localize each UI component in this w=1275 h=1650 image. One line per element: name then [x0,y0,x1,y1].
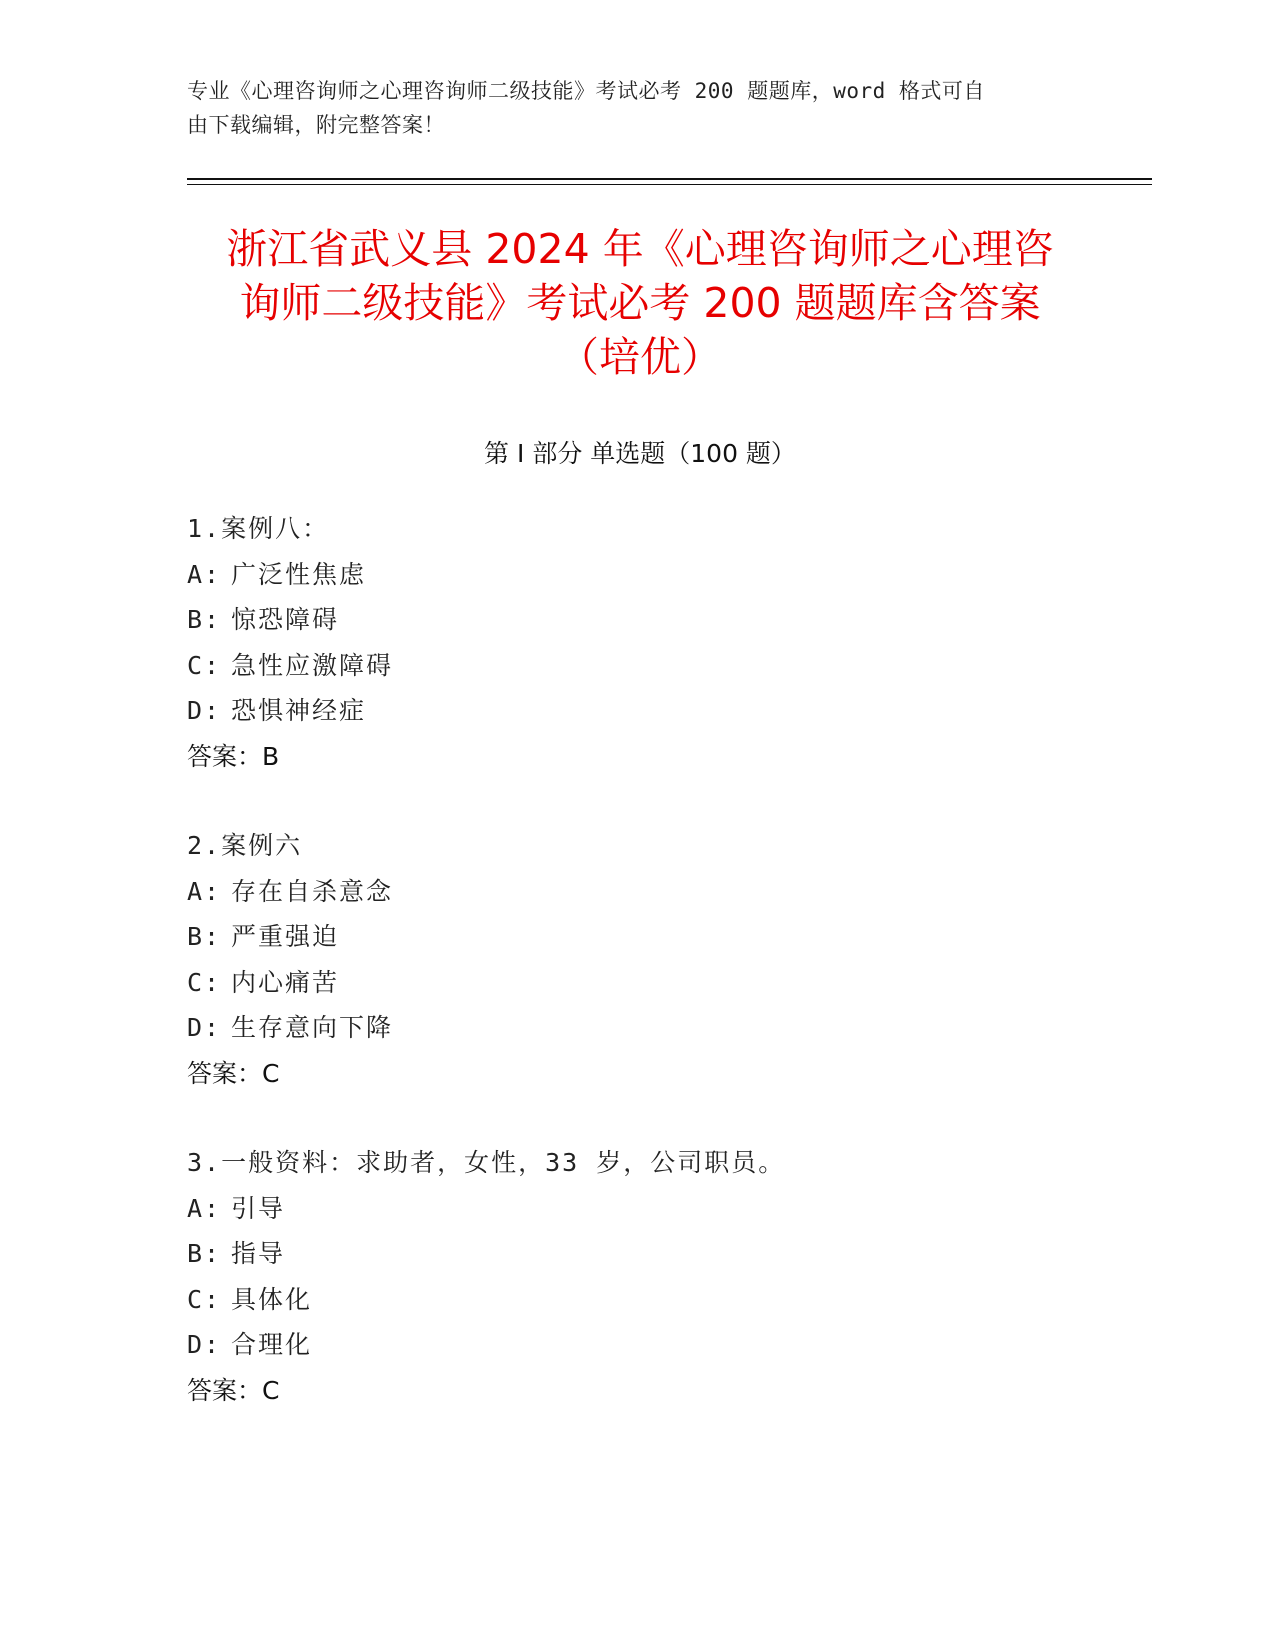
option-c [187,960,1087,1006]
option-key: D: [187,1013,222,1042]
option-text: 指导 [231,1239,286,1268]
option-text: 内心痛苦 [231,967,340,997]
intro-text [187,74,1067,142]
option-b [187,1231,1087,1277]
option-key: C: [187,967,222,997]
header-divider-thin [187,184,1152,185]
title-line-3: （培优） [558,333,722,381]
option-text: 生存意向下降 [231,1013,394,1042]
option-text: 具体化 [231,1284,313,1314]
option-key: D: [187,696,222,725]
option-key: D: [187,1330,222,1359]
section-heading: 第 I 部分 单选题（100 题） [484,439,796,468]
option-key: A: [187,876,222,906]
option-key: A: [187,559,222,589]
title-line-1: 浙江省武义县 2024 年《心理咨询师之心理咨 [226,225,1054,273]
option-key: B: [187,605,222,634]
title-line-2: 询师二级技能》考试必考 200 题题库含答案 [239,279,1041,327]
option-text: 严重强迫 [231,922,340,951]
option-key: A: [187,1193,222,1223]
option-c [187,643,1087,689]
option-text: 广泛性焦虑 [231,559,367,589]
option-a [187,1186,1087,1232]
option-a [187,869,1087,915]
option-text: 恐惧神经症 [231,696,367,725]
option-key: B: [187,1239,222,1268]
question-stem: 1.案例八： [187,514,330,543]
header-divider-thick [187,178,1152,180]
question-2 [187,823,1087,1096]
option-key: B: [187,922,222,951]
option-text: 惊恐障碍 [231,605,340,634]
option-c [187,1277,1087,1323]
option-b [187,597,1087,643]
question-1 [187,506,1087,779]
document-title [170,222,1110,384]
answer: 答案：C [187,1058,280,1088]
option-text: 合理化 [231,1330,313,1359]
question-3 [187,1140,1087,1413]
answer: 答案：C [187,1375,280,1405]
option-d [187,1005,1087,1051]
option-a [187,552,1087,598]
answer: 答案：B [187,741,280,771]
option-d [187,688,1087,734]
option-text: 急性应激障碍 [231,650,394,680]
option-text: 引导 [231,1193,286,1223]
question-stem: 3.一般资料：求助者，女性，33 岁，公司职员。 [187,1148,786,1177]
option-b [187,914,1087,960]
question-stem: 2.案例六 [187,831,303,860]
option-d [187,1322,1087,1368]
intro-line-1: 专业《心理咨询师之心理咨询师二级技能》考试必考 200 题题库，word 格式可自 [187,79,985,103]
option-key: C: [187,650,222,680]
intro-line-2: 由下载编辑，附完整答案！ [187,113,445,137]
option-text: 存在自杀意念 [231,876,394,906]
option-key: C: [187,1284,222,1314]
